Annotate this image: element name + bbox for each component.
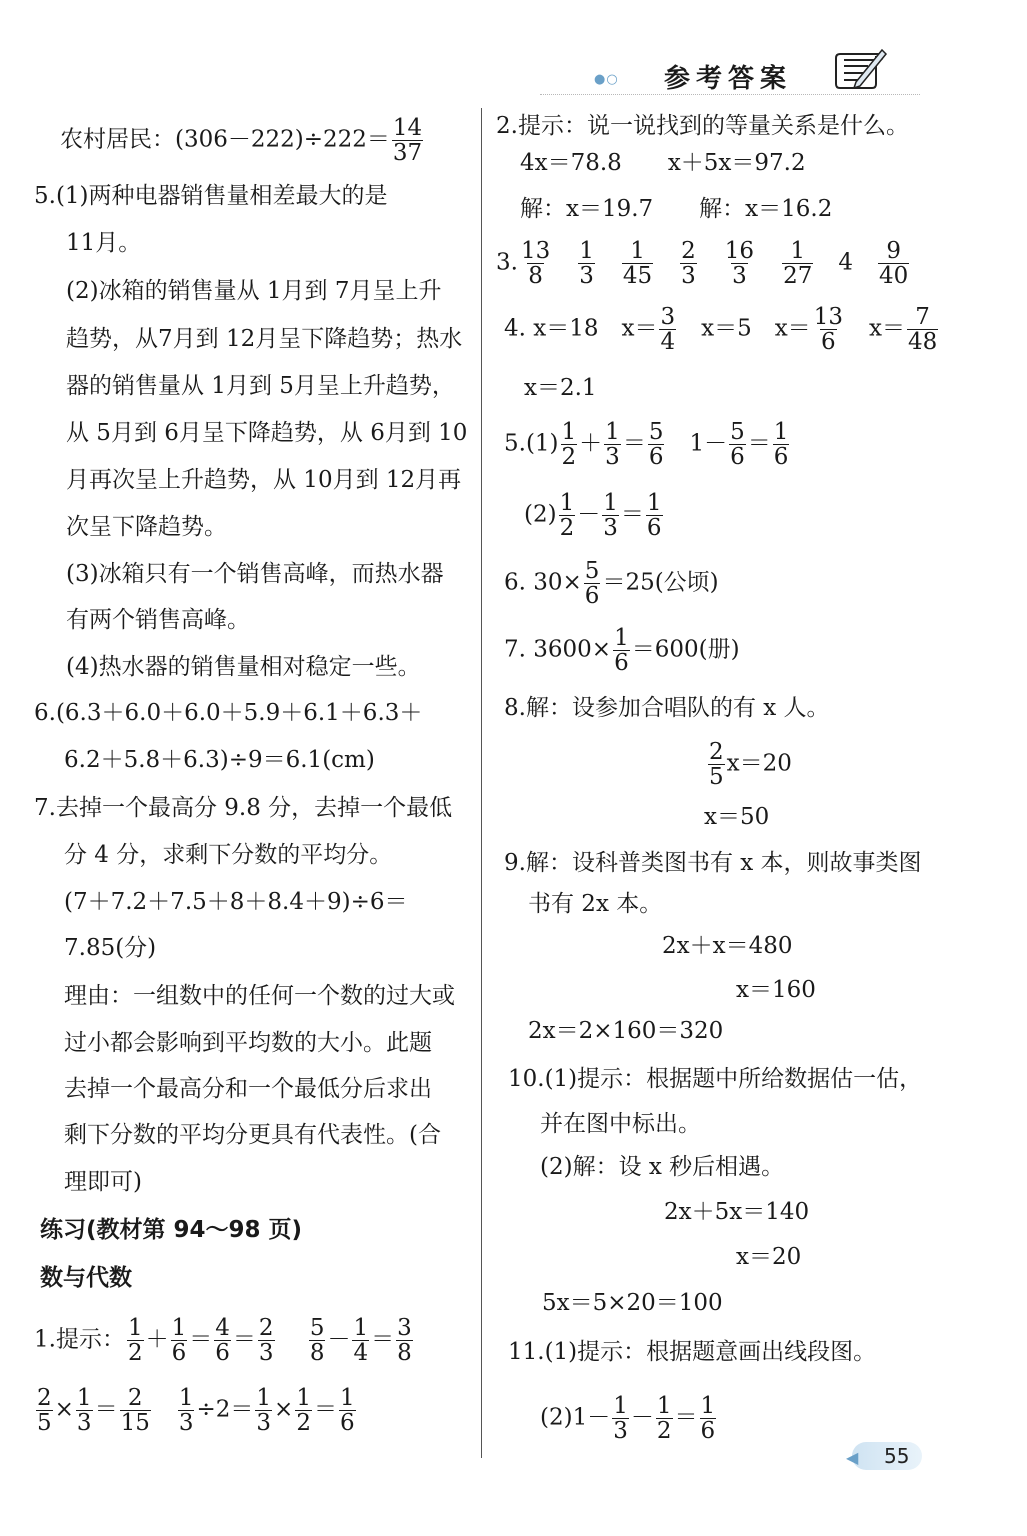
text-line [64,841,393,868]
fraction [520,239,551,288]
text-run: × [54,1396,74,1423]
text-line [34,1316,415,1365]
numerator: 1 [296,1384,311,1411]
denominator: 3 [579,262,594,289]
text-run: 4. x＝18 x＝ [504,315,658,342]
text-run: 5.(1) [504,430,559,457]
text-run: (3)冰箱只有一个销售高峰，而热水器 [66,560,444,587]
fraction [724,239,755,288]
text-run: ＝ [747,430,771,457]
fraction [352,1316,369,1365]
denominator: 3 [613,1417,628,1444]
denominator: 3 [603,514,618,541]
fraction [76,1386,93,1435]
page-header [540,40,920,100]
numerator: 14 [392,114,423,141]
denominator: 3 [258,1339,274,1366]
denominator: 45 [622,262,653,289]
text-run: ＝ [622,430,646,457]
text-run: 6. 30× [504,569,582,596]
text-line [504,559,719,608]
text-line [66,513,227,540]
text-line [64,888,408,915]
fraction [178,1386,195,1435]
text-line [504,626,740,675]
text-run: 理即可) [64,1168,142,1195]
numerator: 1 [630,237,645,264]
text-run [757,249,780,275]
page-number-badge [846,1436,926,1476]
denominator: 3 [605,443,620,470]
fraction [396,1316,413,1365]
numerator: 7 [915,303,930,330]
numerator: 3 [397,1314,412,1341]
text-run [553,249,576,275]
text-line [504,849,922,876]
text-run [597,249,620,275]
text-run: 5x＝5×20＝100 [542,1289,723,1316]
numerator: 5 [648,418,664,445]
denominator: 6 [215,1339,230,1366]
numerator: 1 [605,418,620,445]
text-line [66,372,455,399]
text-run: ＝ [674,1404,698,1431]
scroll-pen-icon [832,46,888,90]
numerator: 5 [584,557,600,584]
text-run: 1.提示： [34,1326,125,1353]
text-line [64,1168,142,1195]
text-run: 2x＋x＝480 [662,932,793,959]
text-line [540,1394,718,1443]
text-line [66,229,142,256]
numerator: 1 [656,1392,672,1419]
text-run: x＝2.1 [524,374,597,401]
denominator: 8 [309,1339,325,1366]
fraction [214,1316,231,1365]
denominator: 2 [559,514,575,541]
numerator: 1 [790,237,806,264]
denominator: 6 [773,443,789,470]
text-run: 8.解：设参加合唱队的有 x 人。 [504,694,830,721]
numerator: 1 [339,1384,355,1411]
fraction [127,1316,144,1365]
text-run: ＋ [145,1326,169,1353]
text-run: 分 4 分，求剩下分数的平均分。 [64,841,393,868]
numerator: 1 [603,489,618,516]
text-line [662,932,793,959]
fraction [258,1316,275,1365]
text-run: 练习(教材第 94～98 页) [40,1216,303,1243]
text-line [496,112,909,139]
text-run: 2x＝2×160＝320 [528,1017,724,1044]
text-run: 解：x＝19.7 解：x＝16.2 [520,195,833,222]
text-run: 4x＝78.8 x＋5x＝97.2 [520,149,806,176]
arrow-left-icon: ◀ [846,1448,859,1467]
text-run: 9.解：设科普类图书有 x 本，则故事类图 [504,849,922,876]
text-line [664,1198,810,1225]
denominator: 27 [783,262,813,289]
fraction [561,420,578,469]
numerator: 13 [813,303,843,330]
text-run: x＝20 [736,1243,802,1270]
text-run [153,1396,176,1422]
text-line [542,1289,723,1316]
text-line [64,982,455,1009]
text-run: ＝600(册) [631,636,740,663]
text-line [504,694,830,721]
text-run: 并在图中标出。 [540,1110,701,1137]
denominator: 15 [120,1409,150,1436]
numerator: 2 [127,1384,143,1411]
numerator: 2 [681,237,696,264]
text-run: x＝160 [736,976,816,1003]
text-run: (4)热水器的销售量相对稳定一些。 [66,653,421,680]
text-line [736,976,816,1003]
text-run: － [630,1404,654,1431]
denominator: 6 [339,1409,355,1436]
fraction [878,239,909,288]
text-run: (2) [524,501,557,528]
denominator: 4 [660,328,676,355]
text-run: 有两个销售高峰。 [66,606,250,633]
denominator: 5 [37,1409,52,1436]
text-run: (2)冰箱的销售量从 1月到 7月呈上升 [66,277,442,304]
text-run: (2)解：设 x 秒后相遇。 [540,1153,785,1180]
fraction [700,1394,717,1443]
fraction [120,1386,151,1435]
numerator: 1 [353,1314,369,1341]
text-line [520,195,833,222]
numerator: 2 [37,1384,52,1411]
text-run: 10.(1)提示：根据题中所给数据估一估， [508,1065,923,1092]
numerator: 1 [178,1384,194,1411]
text-line [66,653,421,680]
text-line [528,890,663,917]
denominator: 6 [584,582,600,609]
denominator: 5 [709,763,724,790]
numerator: 1 [579,237,594,264]
text-run: 6.(6.3＋6.0＋6.0＋5.9＋6.1＋6.3＋ [34,699,423,726]
denominator: 3 [681,262,696,289]
numerator: 5 [309,1314,325,1341]
fraction [729,420,746,469]
text-line [496,239,911,288]
denominator: 3 [256,1409,272,1436]
text-line [524,491,665,540]
text-run: 7. 3600× [504,636,612,663]
text-line [706,740,792,789]
text-run: 趋势，从7月到 12月呈下降趋势；热水 [66,325,463,352]
numerator: 1 [773,418,789,445]
numerator: 1 [76,1384,92,1411]
text-line [704,803,770,830]
text-run: 7.85(分) [64,934,157,961]
text-line [64,934,157,961]
text-run: 器的销售量从 1月到 5月呈上升趋势， [66,372,455,399]
fraction [171,1316,188,1365]
text-run: × [274,1396,294,1423]
text-line [736,1243,802,1270]
numerator: 1 [127,1314,143,1341]
text-run: 农村居民：(306－222)÷222＝ [60,126,390,153]
fraction [656,1394,673,1443]
text-run [277,1326,307,1352]
text-line [66,325,463,352]
text-run: ＝25(公顷) [602,569,719,596]
header-dots: ●○ [594,72,619,87]
page-number: 55 [884,1444,910,1468]
text-run: 过小都会影响到平均数的大小。此题 [64,1029,432,1056]
text-run: 月再次呈上升趋势，从 10月到 12月再 [66,466,462,493]
numerator: 13 [520,237,551,264]
denominator: 6 [700,1417,716,1444]
fraction [773,420,790,469]
text-line [34,794,453,821]
text-run: － [327,1326,351,1353]
fraction [255,1386,272,1435]
text-line [64,1029,432,1056]
fraction [584,559,601,608]
text-run: 2.提示：说一说找到的等量关系是什么。 [496,112,909,139]
text-run: 3. [496,249,518,276]
fraction [559,491,576,540]
text-line [34,1386,358,1435]
fraction [604,420,621,469]
numerator: 1 [559,489,575,516]
text-line [34,699,423,726]
fraction [392,116,423,165]
text-run: 去掉一个最高分和一个最低分后求出 [64,1075,432,1102]
fraction [907,305,938,354]
fraction [708,740,725,789]
text-line [66,466,462,493]
text-run: 7.去掉一个最高分 9.8 分，去掉一个最低 [34,794,453,821]
fraction [578,239,595,288]
text-run: x＝20 [726,750,792,777]
denominator: 2 [561,443,577,470]
numerator: 4 [215,1314,230,1341]
text-run: (7＋7.2＋7.5＋8＋8.4＋9)÷6＝ [64,888,408,915]
text-run: 11月。 [66,229,142,256]
denominator: 37 [392,139,423,166]
denominator: 8 [528,262,543,289]
text-run: 剩下分数的平均分更具有代表性。(合 [64,1121,441,1148]
text-run: ＝ [313,1396,337,1423]
text-line [540,1153,785,1180]
text-line [508,1065,923,1092]
text-line [64,746,375,773]
text-line [64,1075,432,1102]
text-run: ＝ [232,1326,256,1353]
fraction [622,239,653,288]
denominator: 2 [296,1409,311,1436]
numerator: 5 [730,418,745,445]
numerator: 9 [886,237,901,264]
text-run: (2)1－ [540,1404,611,1431]
denominator: 40 [879,262,909,289]
text-run: ＝ [189,1326,213,1353]
numerator: 1 [700,1392,716,1419]
text-line [540,1110,701,1137]
text-run [699,249,722,275]
text-run: x＝5 x＝ [678,315,811,342]
text-line [524,374,597,401]
fraction [813,305,844,354]
numerator: 1 [171,1314,187,1341]
fraction [782,239,813,288]
text-run: 6.2＋5.8＋6.3)÷9＝6.1(cm) [64,746,375,773]
numerator: 1 [561,418,577,445]
denominator: 6 [614,649,629,676]
denominator: 6 [646,514,662,541]
denominator: 4 [353,1339,369,1366]
fraction [602,491,619,540]
denominator: 8 [397,1339,412,1366]
denominator: 3 [76,1409,92,1436]
text-run: 2x＋5x＝140 [664,1198,810,1225]
text-run: ＝ [371,1326,395,1353]
text-line [504,420,791,469]
text-line [528,1017,724,1044]
text-run: 11.(1)提示：根据题意画出线段图。 [508,1338,877,1365]
text-run [655,249,678,275]
text-line [66,560,444,587]
text-run: ＝ [620,501,644,528]
numerator: 16 [724,237,755,264]
text-line [40,1216,303,1243]
column-divider [481,108,482,1458]
text-run: 理由：一组数中的任何一个数的过大或 [64,982,455,1009]
text-run: 从 5月到 6月呈下降趋势，从 6月到 10 [66,419,468,446]
text-line [34,182,388,209]
text-run: － [577,501,601,528]
denominator: 2 [127,1339,143,1366]
numerator: 1 [646,489,662,516]
numerator: 1 [256,1384,272,1411]
text-line [66,606,250,633]
header-title: 参考答案 [664,64,793,94]
text-run: 1－ [666,430,728,457]
fraction [659,305,676,354]
text-run: 次呈下降趋势。 [66,513,227,540]
text-run: ＋ [579,430,603,457]
denominator: 6 [171,1339,187,1366]
numerator: 3 [660,303,676,330]
text-run: ＝ [94,1396,118,1423]
header-rule [540,94,920,95]
text-line [60,116,425,165]
text-run: 4 [815,249,876,276]
text-run: x＝50 [704,803,770,830]
text-run: x＝ [845,315,905,342]
text-run: 书有 2x 本。 [528,890,663,917]
numerator: 1 [614,624,629,651]
fraction [295,1386,312,1435]
denominator: 3 [732,262,747,289]
denominator: 6 [821,328,836,355]
fraction [36,1386,53,1435]
numerator: 2 [258,1314,274,1341]
text-line [40,1264,132,1291]
fraction [680,239,697,288]
text-line [520,149,806,176]
denominator: 48 [907,328,938,355]
text-run: 5.(1)两种电器销售量相差最大的是 [34,182,388,209]
numerator: 2 [709,738,724,765]
text-run: 数与代数 [40,1264,132,1291]
text-line [508,1338,877,1365]
denominator: 2 [656,1417,672,1444]
fraction [309,1316,326,1365]
fraction [646,491,663,540]
fraction [648,420,665,469]
text-line [504,305,940,354]
numerator: 1 [613,1392,628,1419]
text-run: ÷2＝ [196,1396,254,1423]
denominator: 3 [178,1409,194,1436]
fraction [612,1394,629,1443]
denominator: 6 [648,443,664,470]
fraction [613,626,630,675]
text-line [64,1121,441,1148]
fraction [339,1386,356,1435]
text-line [66,419,468,446]
text-line [66,277,442,304]
denominator: 6 [730,443,745,470]
